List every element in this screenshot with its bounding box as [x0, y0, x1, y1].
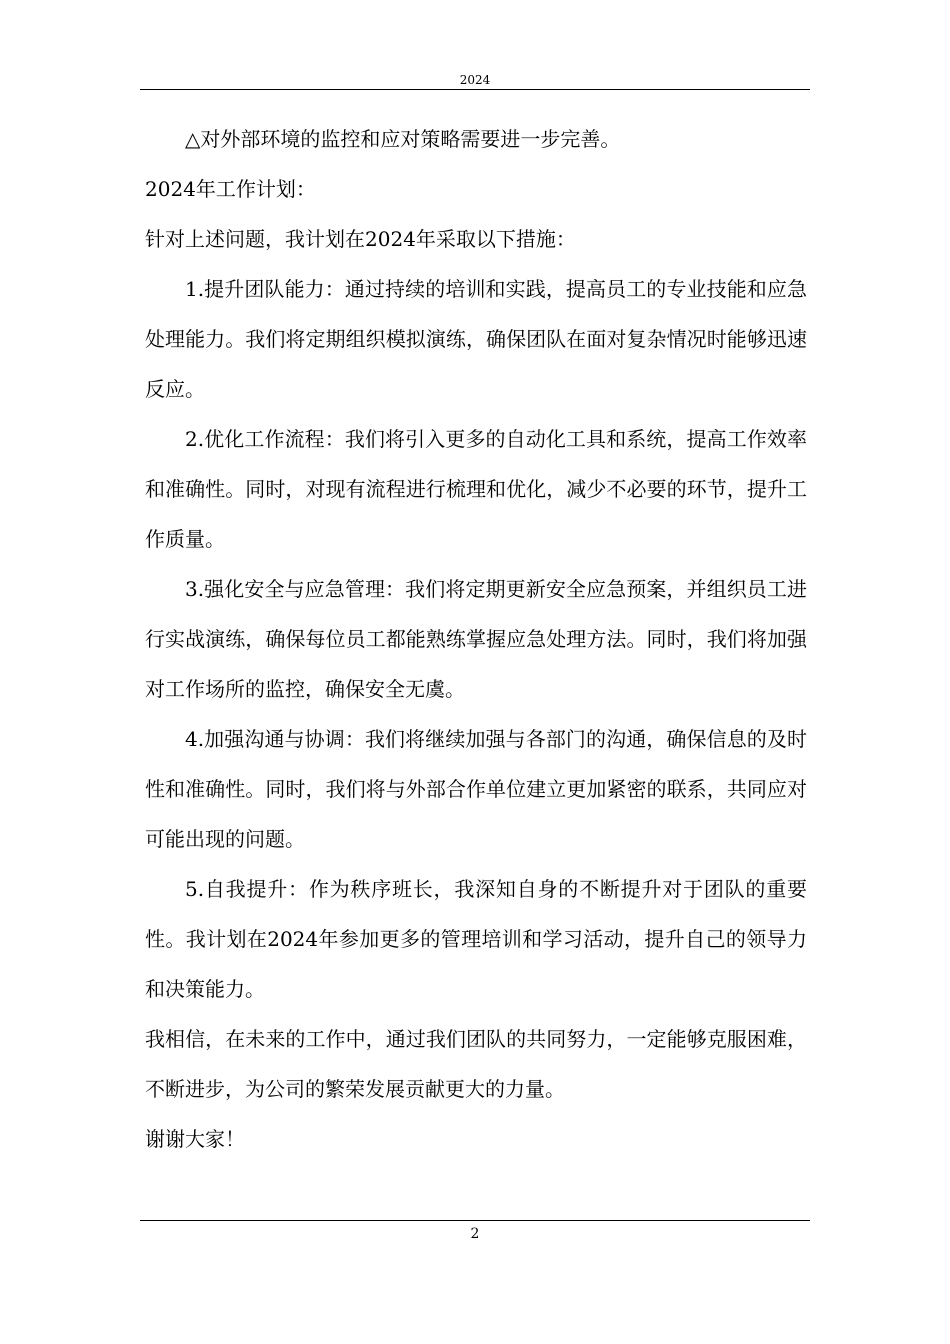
footer-divider	[140, 1220, 810, 1221]
paragraph-plan-intro: 针对上述问题，我计划在2024年采取以下措施：	[145, 227, 576, 251]
page-number: 2	[470, 1226, 480, 1242]
paragraph-measure-1: 1.提升团队能力：通过持续的培训和实践，提高员工的专业技能和应急处理能力。我们将定期组织模拟演练，确保团队在面对复杂情况时能够迅速反应。	[145, 277, 807, 401]
paragraph-measure-2: 2.优化工作流程：我们将引入更多的自动化工具和系统，提高工作效率和准确性。同时，对现有流程进行梳理和优化，减少不必要的环节，提升工作质量。	[145, 427, 807, 551]
paragraph-plan-heading: 2024年工作计划：	[145, 177, 316, 201]
paragraph-monitoring-note: △对外部环境的监控和应对策略需要进一步完善。	[185, 127, 621, 151]
document-body	[145, 114, 807, 1164]
page-header: 2024	[459, 73, 491, 87]
paragraph-measure-4: 4.加强沟通与协调：我们将继续加强与各部门的沟通，确保信息的及时性和准确性。同时，我们将与外部合作单位建立更加紧密的联系，共同应对可能出现的问题。	[145, 727, 807, 851]
paragraph-measure-3: 3.强化安全与应急管理：我们将定期更新安全应急预案，并组织员工进行实战演练，确保每位员工都能熟练掌握应急处理方法。同时，我们将加强对工作场所的监控，确保安全无虞。	[145, 577, 807, 701]
paragraph-closing: 我相信，在未来的工作中，通过我们团队的共同努力，一定能够克服困难，不断进步，为公司的繁荣发展贡献更大的力量。	[145, 1027, 807, 1101]
paragraph-measure-5: 5.自我提升：作为秩序班长，我深知自身的不断提升对于团队的重要性。我计划在2024年参加更多的管理培训和学习活动，提升自己的领导力和决策能力。	[145, 877, 807, 1001]
header-divider	[140, 89, 810, 90]
paragraph-thanks: 谢谢大家！	[145, 1127, 245, 1151]
